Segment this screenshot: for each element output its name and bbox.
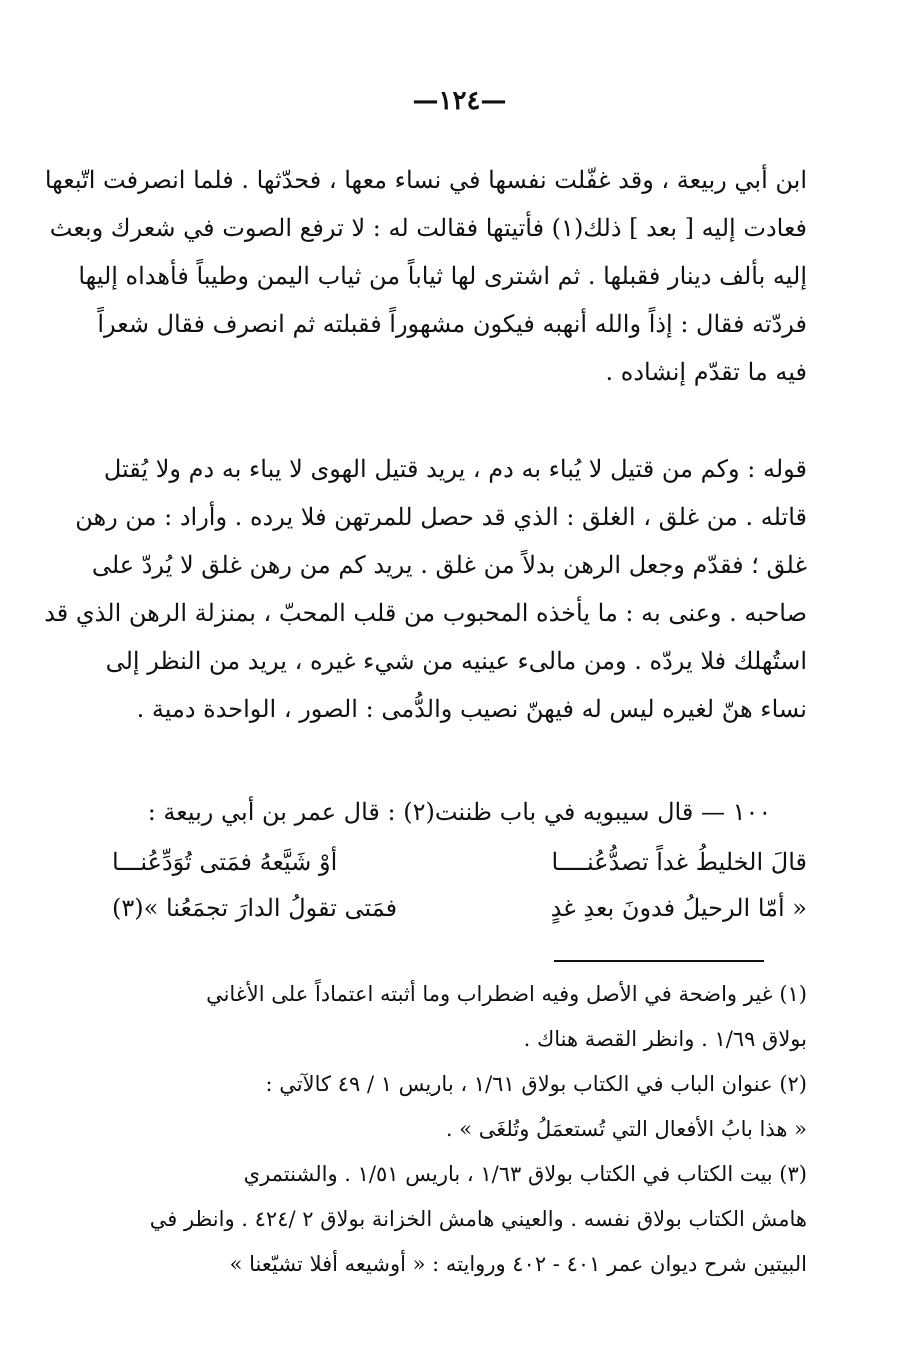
page-number: —١٢٤— <box>412 86 507 116</box>
footnote-divider <box>554 960 764 962</box>
verse-first-hemistich: قالَ الخليطُ غداً تصدُّعُنــــا <box>551 848 807 876</box>
paragraph-line: نساء هنّ لغيره ليس له فيهنّ نصيب والدُّمى : الصور ، الواحدة دمية . <box>136 695 807 723</box>
paragraph-line: فردّته فقال : إذاً والله أنهبه فيكون مشهوراً فقبلته ثم انصرف فقال شعراً <box>97 310 807 338</box>
verse-first-hemistich: « أمّا الرحيلُ فدونَ بعدِ غدٍ <box>550 894 807 922</box>
paragraph-2 <box>44 445 807 733</box>
footnote-line: (١) غير واضحة في الأصل وفيه اضطراب وما أثبته اعتماداً على الأغاني <box>206 982 807 1006</box>
paragraph-line: صاحبه . وعنى به : ما يأخذه المحبوب من قلب المحبّ ، بمنزلة الرهن الذي قد <box>44 599 807 627</box>
paragraph-line: استُهلك فلا يردّه . ومن مالىء عينيه من شيء غيره ، يريد من النظر إلى <box>105 647 807 675</box>
verse-second-hemistich: أوْ شَيَّعهُ فمَتى تُوَدِّعُنـــا <box>112 848 338 876</box>
footnote-line: هامش الكتاب بولاق نفسه . والعيني هامش الخزانة بولاق ٢ /٤٢٤ . وانظر في <box>149 1207 807 1231</box>
verse-intro: ١٠٠ — قال سيبويه في باب ظننت(٢) : قال عمر بن أبي ربيعة : <box>147 798 772 826</box>
paragraph-1 <box>44 156 807 396</box>
footnote-line: بولاق ١/٦٩ . وانظر القصة هناك . <box>523 1027 807 1051</box>
verse-second-hemistich: فمَتى تقولُ الدارَ تجمَعُنا »(٣) <box>112 894 398 922</box>
footnote-line: البيتين شرح ديوان عمر ٤٠١ - ٤٠٢ وروايته : « أوشيعه أفلا تشيّعنا » <box>229 1252 807 1276</box>
paragraph-line: فعادت إليه [ بعد ] ذلك(١) فأتيتها فقالت له : لا ترفع الصوت في شعرك وبعث <box>49 214 807 242</box>
verse-line <box>112 838 807 886</box>
footnote-line: (٣) بيت الكتاب في الكتاب بولاق ١/٦٣ ، باريس ١/٥١ . والشنتمري <box>243 1162 807 1186</box>
paragraph-line: قوله : وكم من قتيل لا يُباء به دم ، يريد قتيل الهوى لا يباء به دم ولا يُقتل <box>103 455 807 483</box>
paragraph-line: قاتله . من غلق ، الغلق : الذي قد حصل للمرتهن فلا يرده . وأراد : من رهن <box>75 503 807 531</box>
paragraph-line: غلق ؛ فقدّم وجعل الرهن بدلاً من غلق . يريد كم من رهن غلق لا يُردّ على <box>91 551 807 579</box>
verse-line <box>112 884 807 932</box>
footnotes <box>112 972 807 1287</box>
footnote-line: « هذا بابُ الأفعال التي تُستعمَلُ وتُلغَى » . <box>445 1117 807 1141</box>
paragraph-line: فيه ما تقدّم إنشاده . <box>605 358 807 386</box>
paragraph-line: ابن أبي ربيعة ، وقد غفّلت نفسها في نساء معها ، فحدّثها . فلما انصرفت اتّبعها <box>44 166 807 194</box>
footnote-line: (٢) عنوان الباب في الكتاب بولاق ١/٦١ ، باريس ١ / ٤٩ كالآتي : <box>265 1072 807 1096</box>
paragraph-line: إليه بألف دينار فقبلها . ثم اشترى لها ثياباً من ثياب اليمن وطيباً فأهداه إليها <box>78 262 807 290</box>
